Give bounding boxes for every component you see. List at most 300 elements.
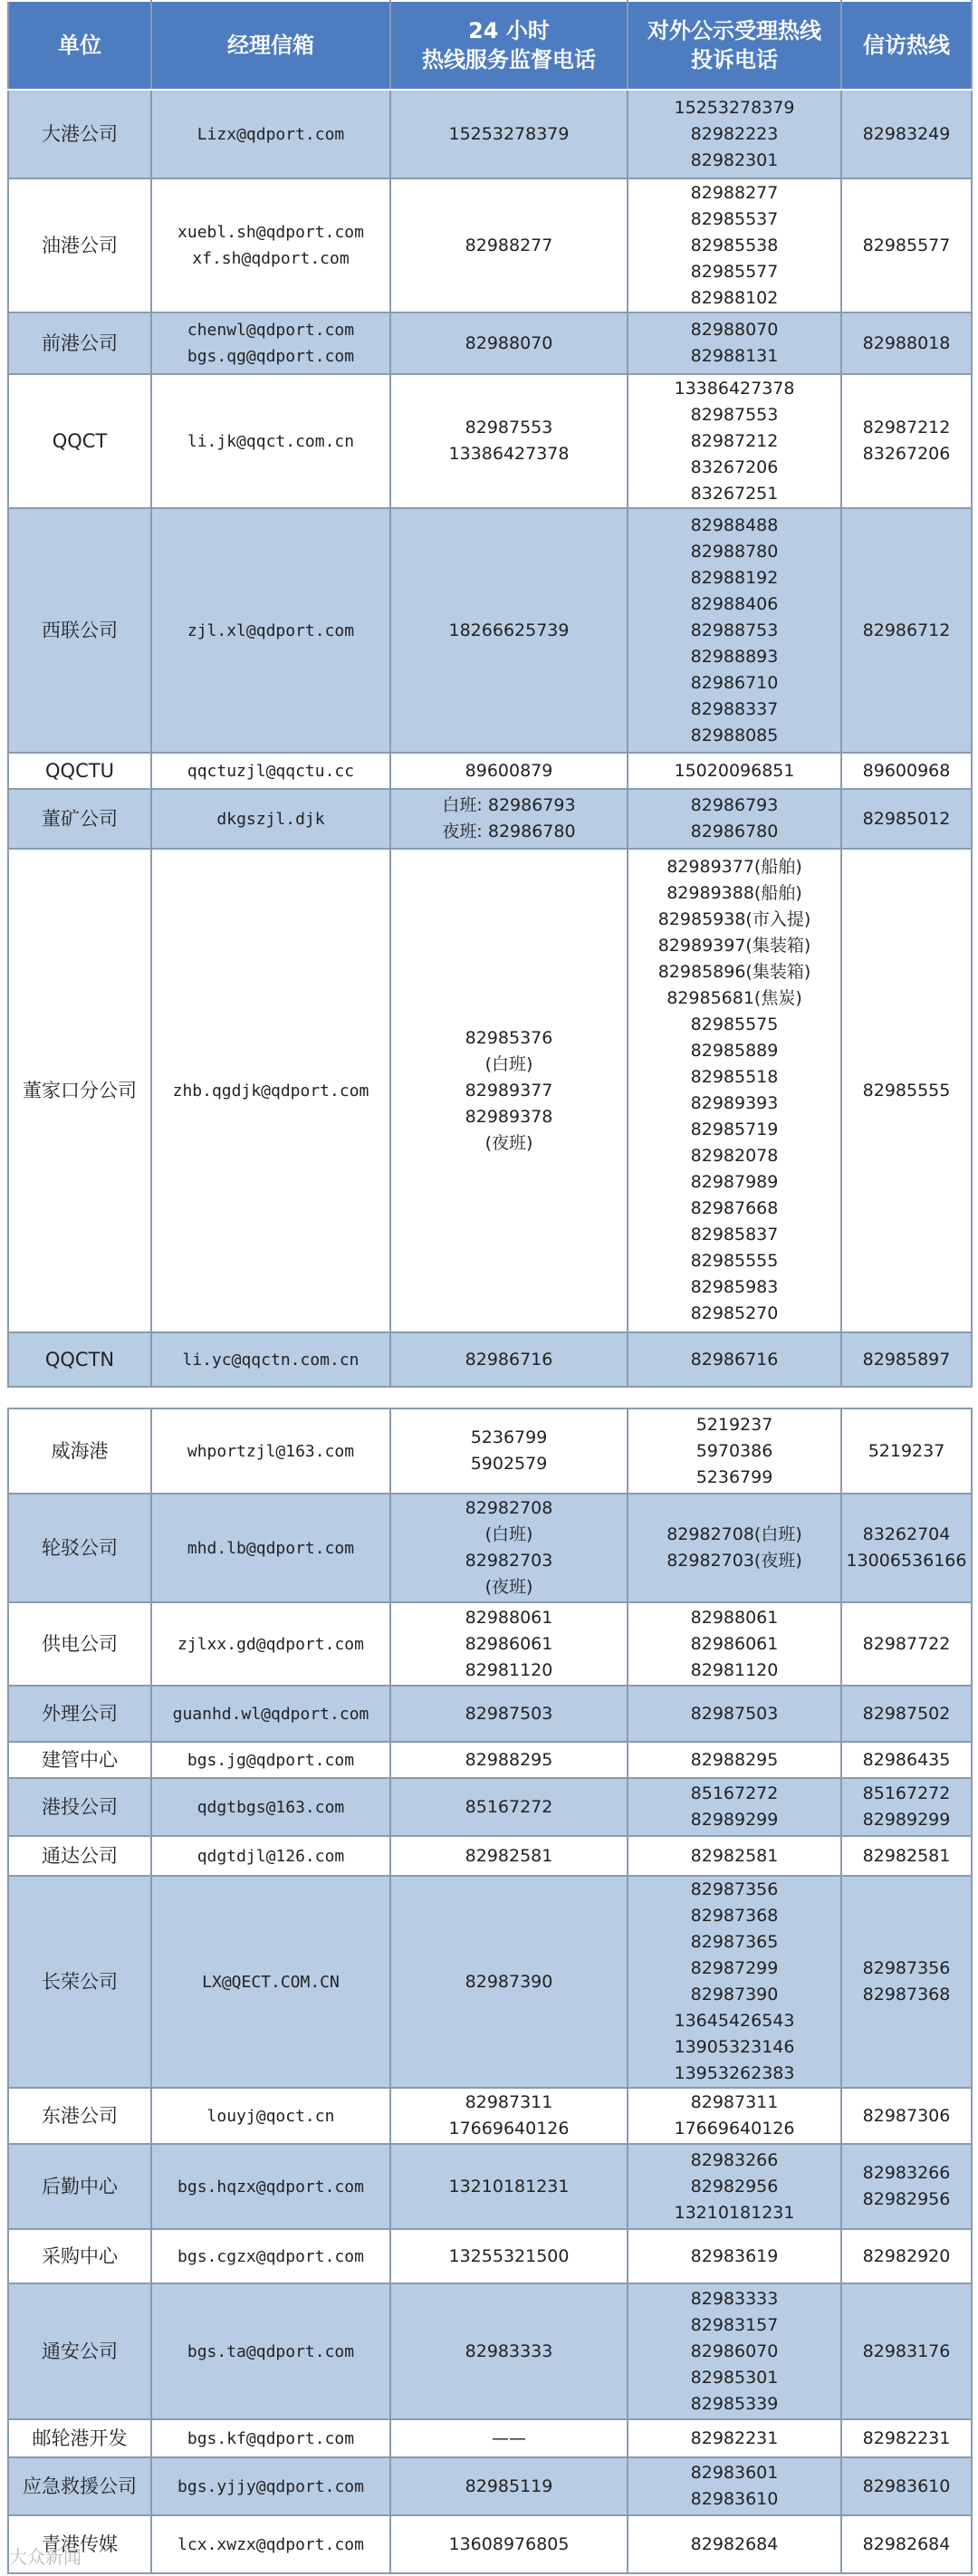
email-address: bgs.kf@qdport.com [187,2428,355,2448]
phone-number: 83267206 [862,444,951,464]
header-hotline24 [390,1,628,90]
table-row [8,1332,972,1387]
unit-cell: 通达公司 [8,1836,151,1876]
phone-number: 82987311 [690,2092,779,2112]
phone-number: 15253278379 [448,123,570,144]
email-cell [151,2515,390,2573]
phone-number: 82982703(夜班) [666,1551,802,1571]
email-address: dkgszjl.djk [216,809,325,829]
public-hotline-cell [628,1742,841,1778]
phone-number: 82987668 [690,1198,779,1218]
public-hotline-cell [628,1494,841,1602]
phone-number: 夜班: 82986780 [442,822,576,841]
unit-cell: 外理公司 [8,1686,151,1742]
email-address: mhd.lb@qdport.com [187,1538,355,1558]
hotline24-cell [390,90,628,178]
unit-cell: 前港公司 [8,312,151,374]
phone-number: 82982956 [690,2176,779,2196]
email-address: whportzjl@163.com [187,1441,355,1461]
email-address: li.jk@qqct.com.cn [187,431,355,451]
unit-cell: 董矿公司 [8,789,151,849]
phone-number: 82983333 [465,2341,553,2361]
phone-number: 82989299 [690,1810,779,1830]
table-body-bottom [8,1408,972,2573]
public-hotline-cell [628,2229,841,2283]
phone-number: 13210181231 [674,2202,795,2223]
unit-cell: QQCTN [8,1332,151,1387]
hotline24-cell [390,1778,628,1836]
unit-cell: 应急救援公司 [8,2457,151,2515]
phone-number: 82988018 [862,332,951,353]
unit-cell: 青港传媒 [8,2515,151,2573]
public-hotline-cell [628,1778,841,1836]
phone-number: 82981120 [465,1659,553,1680]
phone-number: 82988070 [690,320,779,340]
phone-number: 82986712 [862,620,951,640]
table-row [8,374,972,508]
phone-number: 82987212 [862,418,951,437]
phone-number: 82988070 [465,332,553,353]
phone-number: 82989388(船舶) [666,883,802,903]
unit-cell: 邮轮港开发 [8,2419,151,2457]
petition-hotline-cell [841,508,972,753]
phone-number: 82987390 [690,1985,779,2004]
phone-number: 83267251 [690,483,779,504]
phone-number: 82987502 [862,1703,951,1724]
phone-number: 18266625739 [448,620,570,640]
table-row [8,1778,972,1836]
phone-number: 82985119 [465,2475,553,2496]
email-cell [151,374,390,508]
email-cell [151,1602,390,1686]
phone-number: 82985681(焦炭) [666,988,802,1008]
phone-number: 82986716 [465,1349,553,1370]
hotline24-cell [390,2515,628,2573]
email-address: zjl.xl@qdport.com [187,620,355,640]
public-hotline-cell [628,849,841,1332]
hotline24-cell [390,1408,628,1494]
phone-number: 82985537 [690,208,779,229]
phone-number: 82983266 [862,2163,951,2183]
public-hotline-cell [628,1686,841,1742]
phone-number: 5219237 [695,1414,773,1435]
phone-number: 82985012 [862,808,951,829]
phone-number: 82987989 [690,1172,779,1192]
phone-number: 82986716 [690,1349,779,1370]
table-row [8,1742,972,1778]
email-address: xf.sh@qdport.com [192,249,350,268]
unit-cell: 油港公司 [8,178,151,312]
phone-number: 白班: 82986793 [442,795,576,815]
email-cell [151,178,390,312]
table-row [8,1602,972,1686]
table-row [8,1686,972,1742]
petition-hotline-cell [841,1778,972,1836]
email-cell [151,753,390,789]
phone-number: —— [492,2427,526,2448]
hotline24-cell [390,312,628,374]
phone-number: 82982684 [690,2533,779,2554]
header-public-line2: 投诉电话 [691,47,778,72]
phone-number: 82987503 [465,1703,553,1724]
table-row [8,1876,972,2088]
phone-number: 13645426543 [674,2011,795,2031]
email-cell [151,1876,390,2088]
unit-cell: 后勤中心 [8,2144,151,2229]
phone-number: 82985719 [690,1120,779,1139]
email-address: bgs.ta@qdport.com [187,2341,355,2361]
phone-number: 82982581 [465,1845,553,1866]
phone-number: 82987356 [862,1958,951,1978]
phone-number: 83262704 [862,1524,951,1544]
phone-number: 82983619 [690,2245,779,2266]
email-address: lcx.xwzx@qdport.com [177,2534,364,2554]
email-cell [151,508,390,753]
petition-hotline-cell [841,1408,972,1494]
public-hotline-cell [628,789,841,849]
phone-number: (白班) [484,1524,533,1544]
table-row [8,753,972,789]
contact-table-bottom [7,1408,973,2574]
table-body-top [8,90,972,1387]
phone-number: 82982708 [465,1498,553,1518]
petition-hotline-cell [841,2283,972,2419]
email-cell [151,2229,390,2283]
header-row [8,1,972,90]
hotline24-cell [390,178,628,312]
phone-number: 82985577 [690,261,779,282]
table-row [8,2088,972,2144]
unit-cell: 长荣公司 [8,1876,151,2088]
phone-number: 83267206 [690,457,779,477]
phone-number: 82982223 [690,123,779,144]
phone-number: 82987368 [690,1906,779,1926]
public-hotline-cell [628,2457,841,2515]
email-cell [151,1742,390,1778]
petition-hotline-cell [841,2229,972,2283]
phone-number: 82989299 [862,1810,951,1830]
header-public [628,1,841,90]
email-address: qdgtbgs@163.com [197,1797,345,1817]
email-cell [151,2144,390,2229]
phone-number: 82987722 [862,1633,951,1654]
petition-hotline-cell [841,1332,972,1387]
phone-number: 82986793 [690,795,779,815]
phone-number: 13386427378 [674,378,795,399]
table-row [8,2457,972,2515]
phone-number: 82988192 [690,567,779,588]
table-row [8,1836,972,1876]
hotline24-cell [390,1494,628,1602]
table-row [8,178,972,312]
petition-hotline-cell [841,312,972,374]
email-address: xuebl.sh@qdport.com [177,223,364,242]
email-address: qqctuzjl@qqctu.cc [187,761,355,781]
hotline24-cell [390,2088,628,2144]
unit-cell: 轮驳公司 [8,1494,151,1602]
phone-number: 82987356 [690,1879,779,1899]
phone-number: 13006536166 [846,1551,967,1571]
hotline24-cell [390,2144,628,2229]
phone-number: 82983157 [690,2314,779,2335]
public-hotline-cell [628,1602,841,1686]
phone-number: (夜班) [484,1132,533,1153]
phone-number: 13255321500 [448,2245,570,2266]
table-row [8,312,972,374]
petition-hotline-cell [841,1602,972,1686]
email-cell [151,789,390,849]
contact-table-top [7,0,973,1388]
email-cell [151,1494,390,1602]
public-hotline-cell [628,1836,841,1876]
phone-number: 82985301 [690,2367,779,2388]
phone-number: 15020096851 [674,760,795,781]
public-hotline-cell [628,2283,841,2419]
public-hotline-cell [628,90,841,178]
email-cell [151,2088,390,2144]
phone-number: 85167272 [465,1796,553,1817]
petition-hotline-cell [841,178,972,312]
phone-number: 82988102 [690,287,779,308]
email-address: li.yc@qqctn.com.cn [182,1350,360,1370]
public-hotline-cell [628,753,841,789]
phone-number: 5902579 [470,1454,548,1474]
phone-number: 82987553 [690,404,779,425]
phone-number: 82985837 [690,1225,779,1245]
phone-number: 82986061 [465,1633,553,1654]
unit-cell: 港投公司 [8,1778,151,1836]
phone-number: 13210181231 [448,2176,570,2196]
phone-number: 13953262383 [674,2063,795,2083]
phone-number: 82988295 [690,1749,779,1770]
unit-cell: 东港公司 [8,2088,151,2144]
hotline24-cell [390,789,628,849]
email-address: qdgtdjl@126.com [197,1846,345,1866]
petition-hotline-cell [841,1836,972,1876]
hotline24-cell [390,1686,628,1742]
phone-number: 82988337 [690,698,779,719]
email-address: bgs.qg@qdport.com [187,347,355,366]
table-row [8,2283,972,2419]
phone-number: 82985896(集装箱) [657,962,811,982]
phone-number: 82982581 [862,1845,951,1866]
petition-hotline-cell [841,374,972,508]
public-hotline-cell [628,2144,841,2229]
phone-number: 82985575 [690,1014,779,1034]
petition-hotline-cell [841,90,972,178]
email-address: bgs.yjjy@qdport.com [177,2476,364,2496]
phone-number: 82982078 [690,1146,779,1166]
phone-number: 82985518 [690,1067,779,1087]
phone-number: 82983176 [862,2341,951,2361]
table-row [8,2144,972,2229]
header-email: 经理信箱 [151,1,390,90]
phone-number: 82987306 [862,2105,951,2126]
petition-hotline-cell [841,1742,972,1778]
email-address: louyj@qoct.cn [206,2106,335,2126]
petition-hotline-cell [841,1876,972,2088]
email-cell [151,2457,390,2515]
hotline24-cell [390,753,628,789]
phone-number: 82987212 [690,430,779,451]
phone-number: 13608976805 [448,2533,570,2554]
phone-number: 82985270 [690,1303,779,1323]
phone-number: 89600968 [862,760,951,781]
email-cell [151,1686,390,1742]
phone-number: 82982301 [690,149,779,170]
header-hotline24-line1: 24 小时 [468,18,550,43]
petition-hotline-cell [841,849,972,1332]
unit-cell: 供电公司 [8,1602,151,1686]
hotline24-cell [390,849,628,1332]
email-address: bgs.cgzx@qdport.com [177,2246,364,2266]
phone-number: 5219237 [868,1440,945,1461]
header-hotline24-line2: 热线服务监督电话 [422,47,596,72]
petition-hotline-cell [841,2515,972,2573]
email-cell [151,2283,390,2419]
section-gap [7,1388,971,1408]
email-address: zhb.qgdjk@qdport.com [172,1081,369,1101]
email-cell [151,312,390,374]
hotline24-cell [390,1836,628,1876]
phone-number: 82983333 [690,2288,779,2309]
phone-number: 82986710 [690,672,779,693]
header-unit: 单位 [8,1,151,90]
petition-hotline-cell [841,2088,972,2144]
public-hotline-cell [628,508,841,753]
phone-number: 82983249 [862,123,951,144]
unit-cell: 西联公司 [8,508,151,753]
public-hotline-cell [628,312,841,374]
phone-number: 82982231 [862,2427,951,2448]
hotline24-cell [390,2229,628,2283]
phone-number: 82987299 [690,1958,779,1978]
public-hotline-cell [628,1332,841,1387]
public-hotline-cell [628,374,841,508]
unit-cell: 建管中心 [8,1742,151,1778]
petition-hotline-cell [841,2457,972,2515]
phone-number: 82988780 [690,541,779,562]
watermark: 大众新闻 [9,2546,82,2568]
email-cell [151,2419,390,2457]
hotline24-cell [390,1876,628,2088]
phone-number: 17669640126 [674,2119,795,2139]
phone-number: 82983610 [690,2489,779,2509]
table-row [8,2229,972,2283]
phone-number: 82982684 [862,2533,951,2554]
email-cell [151,1778,390,1836]
phone-number: 82982703 [465,1551,553,1571]
table-row [8,2515,972,2573]
petition-hotline-cell [841,2144,972,2229]
email-address: bgs.jg@qdport.com [187,1750,355,1770]
phone-number: 82981120 [690,1659,779,1680]
phone-number: 15253278379 [674,97,795,118]
phone-number: 85167272 [690,1783,779,1803]
public-hotline-cell [628,1876,841,2088]
phone-number: 13386427378 [448,444,570,464]
public-hotline-cell [628,2088,841,2144]
table-row [8,1494,972,1602]
phone-number: (夜班) [484,1577,533,1597]
phone-number: 82988277 [465,235,553,255]
hotline24-cell [390,2283,628,2419]
petition-hotline-cell [841,789,972,849]
phone-number: 82987390 [465,1971,553,1992]
table-row [8,508,972,753]
phone-number: 82985538 [690,235,779,255]
hotline24-cell [390,1742,628,1778]
phone-number: 82982231 [690,2427,779,2448]
public-hotline-cell [628,178,841,312]
phone-number: 82983610 [862,2475,951,2496]
phone-number: 82985897 [862,1349,951,1370]
phone-number: 5236799 [695,1466,773,1487]
petition-hotline-cell [841,1686,972,1742]
phone-number: 82985339 [690,2393,779,2414]
phone-number: 82988406 [690,593,779,614]
unit-cell: QQCTU [8,753,151,789]
phone-number: 82988753 [690,620,779,640]
phone-number: 82985983 [690,1277,779,1297]
phone-number: 82985889 [690,1041,779,1061]
phone-number: 5970386 [695,1440,773,1461]
email-cell [151,1836,390,1876]
phone-number: 17669640126 [448,2119,570,2139]
phone-number: 82987311 [465,2092,553,2112]
unit-cell: 威海港 [8,1408,151,1494]
phone-number: 82987368 [862,1985,951,2004]
phone-number: 82987553 [465,418,553,437]
phone-number: 82982581 [690,1845,779,1866]
email-address: zjlxx.gd@qdport.com [177,1634,364,1654]
phone-number: 82985577 [862,235,951,255]
header-petition: 信访热线 [841,1,972,90]
contact-document [7,0,971,2574]
unit-cell: 董家口分公司 [8,849,151,1332]
public-hotline-cell [628,2515,841,2573]
table-row [8,2419,972,2457]
email-address: chenwl@qdport.com [187,321,355,340]
phone-number: 82986070 [690,2341,779,2361]
petition-hotline-cell [841,1494,972,1602]
phone-number: 82989378 [465,1106,553,1127]
hotline24-cell [390,374,628,508]
phone-number: 82985938(市入提) [657,909,811,929]
phone-number: 82989377 [465,1080,553,1101]
phone-number: 82982920 [862,2245,951,2266]
unit-cell: 通安公司 [8,2283,151,2419]
hotline24-cell [390,508,628,753]
phone-number: 82986061 [690,1633,779,1654]
email-cell [151,1332,390,1387]
petition-hotline-cell [841,753,972,789]
phone-number: 82988131 [690,346,779,366]
phone-number: 82983601 [690,2463,779,2483]
phone-number: 82982956 [862,2189,951,2209]
phone-number: 5236799 [470,1427,548,1447]
hotline24-cell [390,2419,628,2457]
phone-number: 82988085 [690,725,779,745]
phone-number: 82987365 [690,1932,779,1952]
phone-number: 82988277 [690,182,779,203]
phone-number: 82985555 [862,1080,951,1101]
phone-number: 82988061 [465,1607,553,1628]
phone-number: 82986780 [690,822,779,841]
phone-number: 82985555 [690,1251,779,1271]
email-cell [151,849,390,1332]
phone-number: 13905323146 [674,2037,795,2057]
